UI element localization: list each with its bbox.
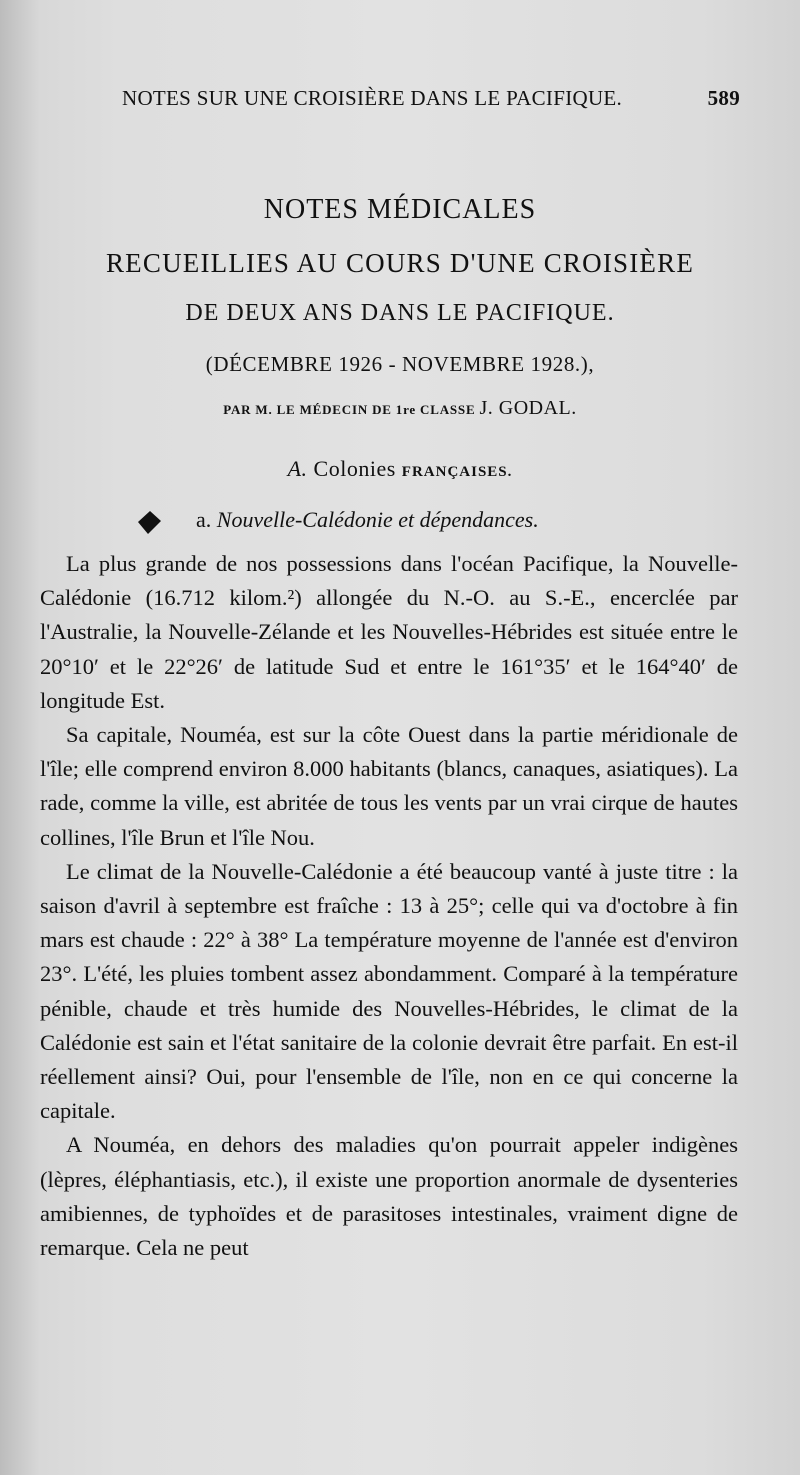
running-head-title: NOTES SUR UNE CROISIÈRE DANS LE PACIFIQUE. xyxy=(122,86,623,110)
page-number: 589 xyxy=(707,86,740,110)
byline-prefix: PAR M. LE MÉDECIN DE 1re CLASSE xyxy=(223,402,476,417)
paragraph: Sa capitale, Nouméa, est sur la côte Ouest dans la partie méridionale de l'île; elle comprend environ 8.000 habitants (blancs, canaques, asiatiques). La rade, comme la ville, est abritée de tous les vents par un vrai cirque de hautes collines, l'île Brun et l'île Nou. xyxy=(40,722,738,850)
section-heading xyxy=(0,456,800,482)
article-subtitle-line-2: DE DEUX ANS DANS LE PACIFIQUE. xyxy=(185,300,615,326)
paragraph: La plus grande de nos possessions dans l'océan Pacifique, la Nouvelle-Calédonie (16.712 kilom.²) allongée du N.-O. au S.-E., encerclée par l'Australie, la Nouvelle-Zélande et les Nouvelles-Hébrides est située entre le 20°10′ et le 22°26′ de latitude Sud et entre le 161°35′ et le 164°40′ de longitude Est. xyxy=(40,551,738,713)
paragraph: Le climat de la Nouvelle-Calédonie a été beaucoup vanté à juste titre : la saison d'avril à septembre est fraîche : 13 à 25°; celle qui va d'octobre à fin mars est chaude : 22° à 38° La température moyenne de l'année est d'environ 23°. L'été, les pluies tombent assez abondamment. Comparé à la température pénible, chaude et très humide des Nouvelles-Hébrides, le climat de la Calédonie est sain et l'état sanitaire de la colonie devrait être parfait. En est-il réellement ainsi? Oui, pour l'ensemble de l'île, non en ce qui concerne la capitale. xyxy=(40,858,738,1124)
section-title-rest: FRANÇAISES. xyxy=(401,464,513,480)
subsection-title: Nouvelle-Calédonie et dépendances. xyxy=(216,507,539,532)
byline xyxy=(0,397,800,420)
section-title-first: Colonies xyxy=(313,456,396,481)
section-letter: A. xyxy=(287,456,308,481)
article-title: NOTES MÉDICALES xyxy=(263,194,537,225)
paragraph: A Nouméa, en dehors des maladies qu'on pourrait appeler indigènes (lèpres, éléphantiasis, etc.), il existe une proportion anormale de dysenteries amibiennes, de typhoïdes et de parasitoses intestinales, vraiment digne de remarque. Cela ne peut xyxy=(40,1132,738,1261)
article-subtitle-line-1: RECUEILLIES AU COURS D'UNE CROISIÈRE xyxy=(105,248,695,278)
subsection-letter: a. xyxy=(196,507,212,532)
article-dates: (DÉCEMBRE 1926 - NOVEMBRE 1928.), xyxy=(205,352,595,376)
author-name: J. GODAL. xyxy=(479,397,577,419)
diamond-bullet-icon xyxy=(136,509,162,535)
body-text xyxy=(40,547,738,1265)
running-head xyxy=(122,86,740,116)
